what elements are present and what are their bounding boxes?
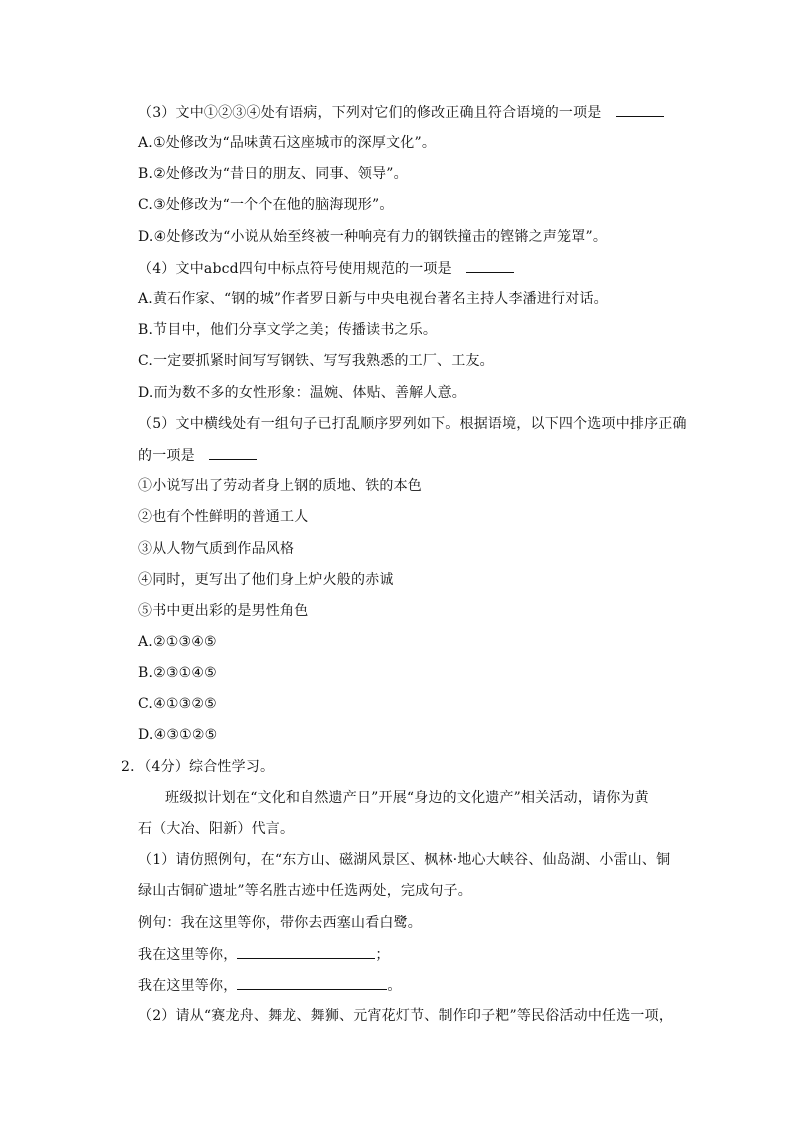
q2-header: 2．（4分）综合性学习。 — [121, 759, 275, 775]
q1-sub5-sentence-4: ④同时，更写出了他们身上炉火般的赤诚 — [138, 572, 394, 588]
q1-sub3-option-a: A.①处修改为“品味黄石这座城市的深厚文化”。 — [138, 135, 437, 151]
q1-sub5-sentence-3: ③从人物气质到作品风格 — [138, 541, 295, 557]
q1-sub5-sentence-2: ②也有个性鲜明的普通工人 — [138, 509, 309, 525]
q1-sub4-stem: （4）文中abcd四句中标点符号使用规范的一项是 — [138, 258, 514, 278]
q2-intro-line2: 石（大冶、阳新）代言。 — [138, 821, 295, 837]
q1-sub5-stem-line2: 的一项是 — [138, 445, 257, 465]
q2-sub2-stem-line1: （2）请从“赛龙舟、舞龙、舞狮、元宵花灯节、制作印子粑”等民俗活动中任选一项， — [138, 1008, 674, 1024]
q1-sub5-option-b: B.②③①④⑤ — [138, 665, 217, 681]
q2-sub1-example: 例句：我在这里等你，带你去西塞山看白鹭。 — [138, 915, 422, 931]
q1-sub5-stem-line1: （5）文中横线处有一组句子已打乱顺序罗列如下。根据语境，以下四个选项中排序正确 — [138, 416, 687, 432]
q1-sub5-option-d: D.④③①②⑤ — [138, 727, 218, 743]
q1-sub5-sentence-5: ⑤书中更出彩的是男性角色 — [138, 603, 309, 619]
answer-blank[interactable] — [466, 258, 514, 273]
answer-blank[interactable] — [209, 445, 257, 460]
q1-sub3-option-c: C.③处修改为“一个个在他的脑海现形”。 — [138, 197, 394, 213]
q2-sub1-stem-line1: （1）请仿照例句，在“东方山、磁湖风景区、枫林·地心大峡谷、仙岛湖、小雷山、铜 — [138, 852, 671, 868]
answer-blank[interactable] — [237, 975, 387, 990]
answer-blank[interactable] — [237, 944, 375, 959]
answer-blank[interactable] — [616, 102, 664, 117]
q1-sub4-option-b: B.节目中，他们分享文学之美；传播读书之乐。 — [138, 322, 438, 338]
q1-sub5-option-a: A.②①③④⑤ — [138, 634, 217, 650]
q1-sub5-sentence-1: ①小说写出了劳动者身上钢的质地、铁的本色 — [138, 478, 422, 494]
q1-sub4-option-a: A.黄石作家、“钢的城”作者罗日新与中央电视台著名主持人李潘进行对话。 — [138, 291, 608, 307]
q1-sub3-stem: （3）文中①②③④处有语病，下列对它们的修改正确且符合语境的一项是 — [138, 102, 664, 122]
q2-sub1-fill-1: 我在这里等你， ； — [138, 944, 390, 964]
q2-sub1-fill-2: 我在这里等你， 。 — [138, 975, 402, 995]
q1-sub4-option-d: D.而为数不多的女性形象：温婉、体贴、善解人意。 — [138, 385, 466, 401]
q2-sub1-stem-line2: 绿山古铜矿遗址”等名胜古迹中任选两处，完成句子。 — [138, 883, 472, 899]
q1-sub4-option-c: C.一定要抓紧时间写写钢铁、写写我熟悉的工厂、工友。 — [138, 353, 494, 369]
q2-intro-line1: 班级拟计划在“文化和自然遗产日”开展“身边的文化遗产”相关活动，请你为黄 — [165, 790, 649, 806]
q1-sub5-option-c: C.④①③②⑤ — [138, 696, 217, 712]
q1-sub3-option-b: B.②处修改为“昔日的朋友、同事、领导”。 — [138, 166, 408, 182]
q1-sub3-option-d: D.④处修改为“小说从始至终被一种响亮有力的钢铁撞击的铿锵之声笼罩”。 — [138, 229, 608, 245]
